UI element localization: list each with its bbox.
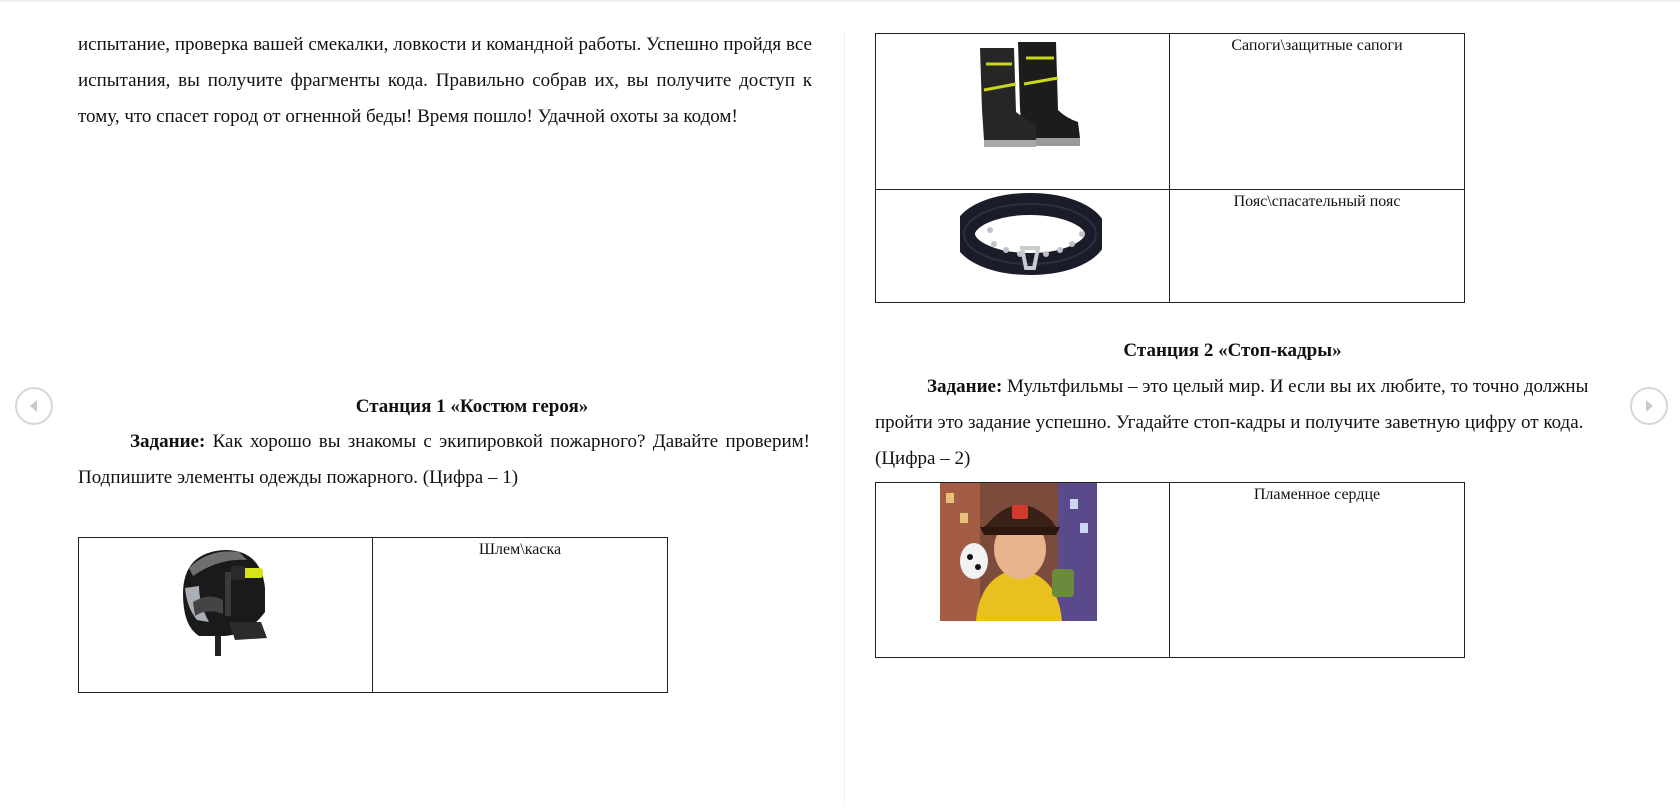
previous-page-button[interactable] [15,387,53,425]
label-cell: Пламенное сердце [1170,483,1465,658]
intro-paragraph: испытание, проверка вашей смекалки, ловкости и командной работы. Успешно пройдя все испытания, вы получите фрагменты кода. Правильно собрав их, вы получите доступ к тому, что спасет город от огненной беды! Время пошло! Удачной охоты за кодом! [78,34,812,127]
table-row [876,190,1465,303]
image-cell [876,190,1170,303]
image-cell [876,483,1170,658]
table-row [876,34,1465,190]
station1-continued-table [875,33,1465,303]
station2-task [875,369,1597,477]
rescue-belt-image [960,192,1102,287]
station2-task-label: Задание: [927,376,1003,397]
cartoon-firefighter-still-image [940,483,1097,626]
station2-table [875,482,1465,658]
label-cell: Шлем\каска [373,538,668,693]
station1-title: Станция 1 «Костюм героя» [355,396,589,417]
station2-task-text: Мультфильмы – это целый мир. И если вы их любите, то точно должны пройти это задание успешно. Угадайте стоп-кадры и получите заветную цифру от кода. (Цифра – 2) [875,376,1589,469]
table-row [876,483,1465,658]
station2-title: Станция 2 «Стоп-кадры» [1123,340,1342,361]
table-row [79,538,668,693]
next-page-button[interactable] [1630,387,1668,425]
station1-task [78,424,810,496]
image-cell [876,34,1170,190]
protective-boots-image [974,38,1084,155]
chevron-right-icon [1641,398,1657,414]
firefighter-helmet-image [169,542,279,665]
image-cell [79,538,373,693]
page-divider [844,32,845,802]
station1-table [78,537,668,693]
label-cell: Сапоги\защитные сапоги [1170,34,1465,190]
label-cell: Пояс\спасательный пояс [1170,190,1465,303]
right-page [846,0,1680,811]
station1-task-label: Задание: [130,431,206,452]
station1-task-text: Как хорошо вы знакомы с экипировкой пожарного? Давайте проверим! Подпишите элементы одежды пожарного. (Цифра – 1) [78,431,810,488]
chevron-left-icon [26,398,42,414]
